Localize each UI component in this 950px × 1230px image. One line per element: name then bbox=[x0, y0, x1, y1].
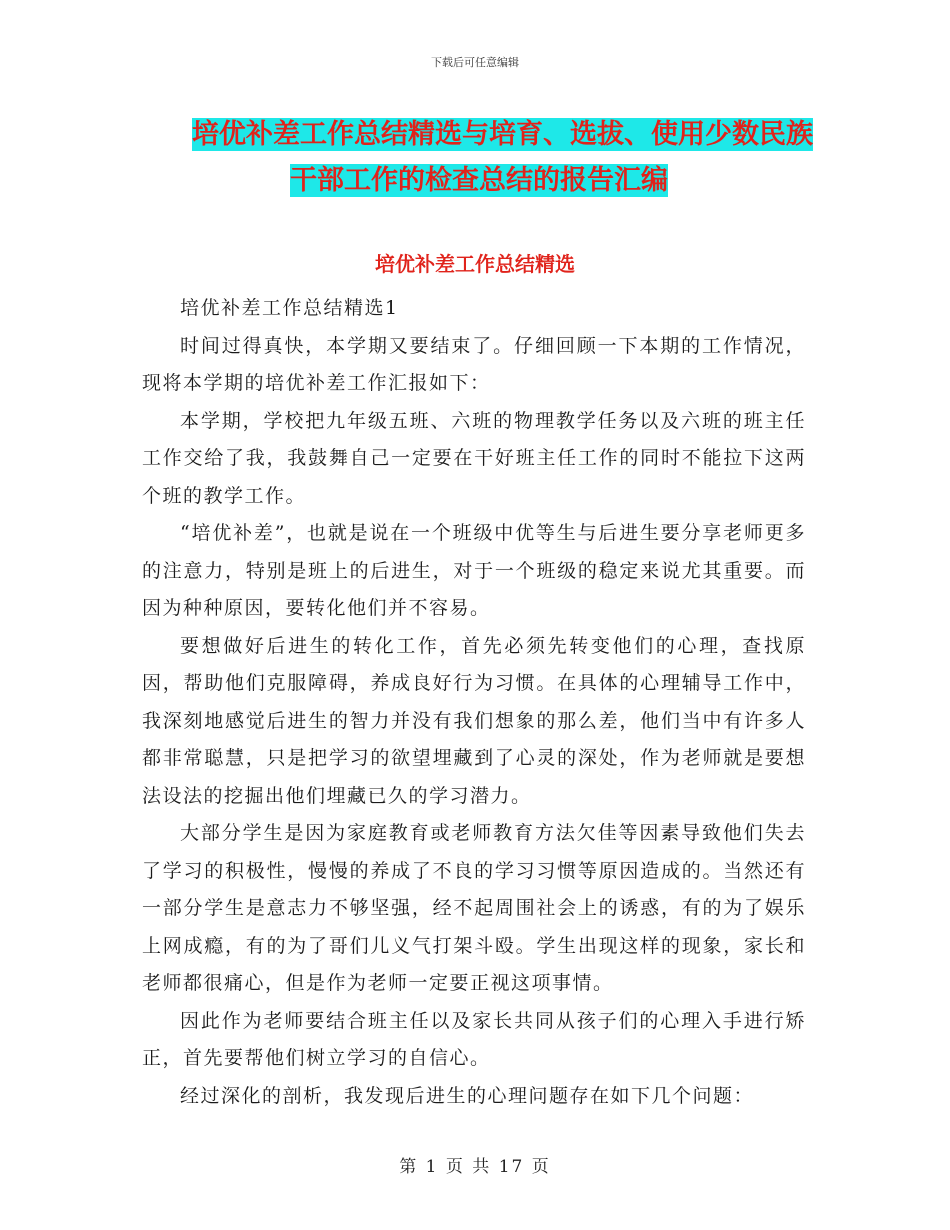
paragraph: 培优补差工作总结精选1 bbox=[180, 297, 399, 319]
header-note: 下载后可任意编辑 bbox=[431, 56, 519, 69]
body-text bbox=[142, 290, 806, 1115]
document-title bbox=[140, 112, 820, 204]
title-line-2 bbox=[140, 158, 820, 204]
section-title: 培优补差工作总结精选 bbox=[375, 252, 575, 276]
paragraph: 大部分学生是因为家庭教育或老师教育方法欠佳等因素导致他们失去了学习的积极性，慢慢的养成了不良的学习习惯等原因造成的。当然还有一部分学生是意志力不够坚强，经不起周围社会上的诱惑，有的为了娱乐上网成瘾，有的为了哥们儿义气打架斗殴。学生出现这样的现象，家长和老师都很痛心，但是作为老师一定要正视这项事情。 bbox=[142, 822, 806, 994]
paragraph: 因此作为老师要结合班主任以及家长共同从孩子们的心理入手进行矫正，首先要帮他们树立学习的自信心。 bbox=[142, 1009, 806, 1069]
page-number: 第 1 页 共 17 页 bbox=[399, 1157, 551, 1177]
paragraph: 要想做好后进生的转化工作，首先必须先转变他们的心理，查找原因，帮助他们克服障碍，养成良好行为习惯。在具体的心理辅导工作中，我深刻地感觉后进生的智力并没有我们想象的那么差，他们当中有许多人都非常聪慧，只是把学习的欲望埋藏到了心灵的深处，作为老师就是要想法设法的挖掘出他们埋藏已久的学习潜力。 bbox=[142, 634, 806, 807]
title-line-2-text: 干部工作的检查总结的报告汇编 bbox=[290, 165, 668, 196]
title-line-1 bbox=[140, 112, 820, 158]
paragraph: 本学期，学校把九年级五班、六班的物理教学任务以及六班的班主任工作交给了我，我鼓舞自己一定要在干好班主任工作的同时不能拉下这两个班的教学工作。 bbox=[142, 409, 806, 507]
paragraph: 时间过得真快，本学期又要结束了。仔细回顾一下本期的工作情况，现将本学期的培优补差工作汇报如下： bbox=[142, 334, 806, 394]
paragraph: 经过深化的剖析，我发现后进生的心理问题存在如下几个问题： bbox=[180, 1084, 755, 1107]
paragraph: “培优补差”，也就是说在一个班级中优等生与后进生要分享老师更多的注意力，特别是班上的后进生，对于一个班级的稳定来说尤其重要。而因为种种原因，要转化他们并不容易。 bbox=[142, 522, 806, 619]
title-line-1-text: 培优补差工作总结精选与培育、选拔、使用少数民族 bbox=[192, 119, 813, 150]
